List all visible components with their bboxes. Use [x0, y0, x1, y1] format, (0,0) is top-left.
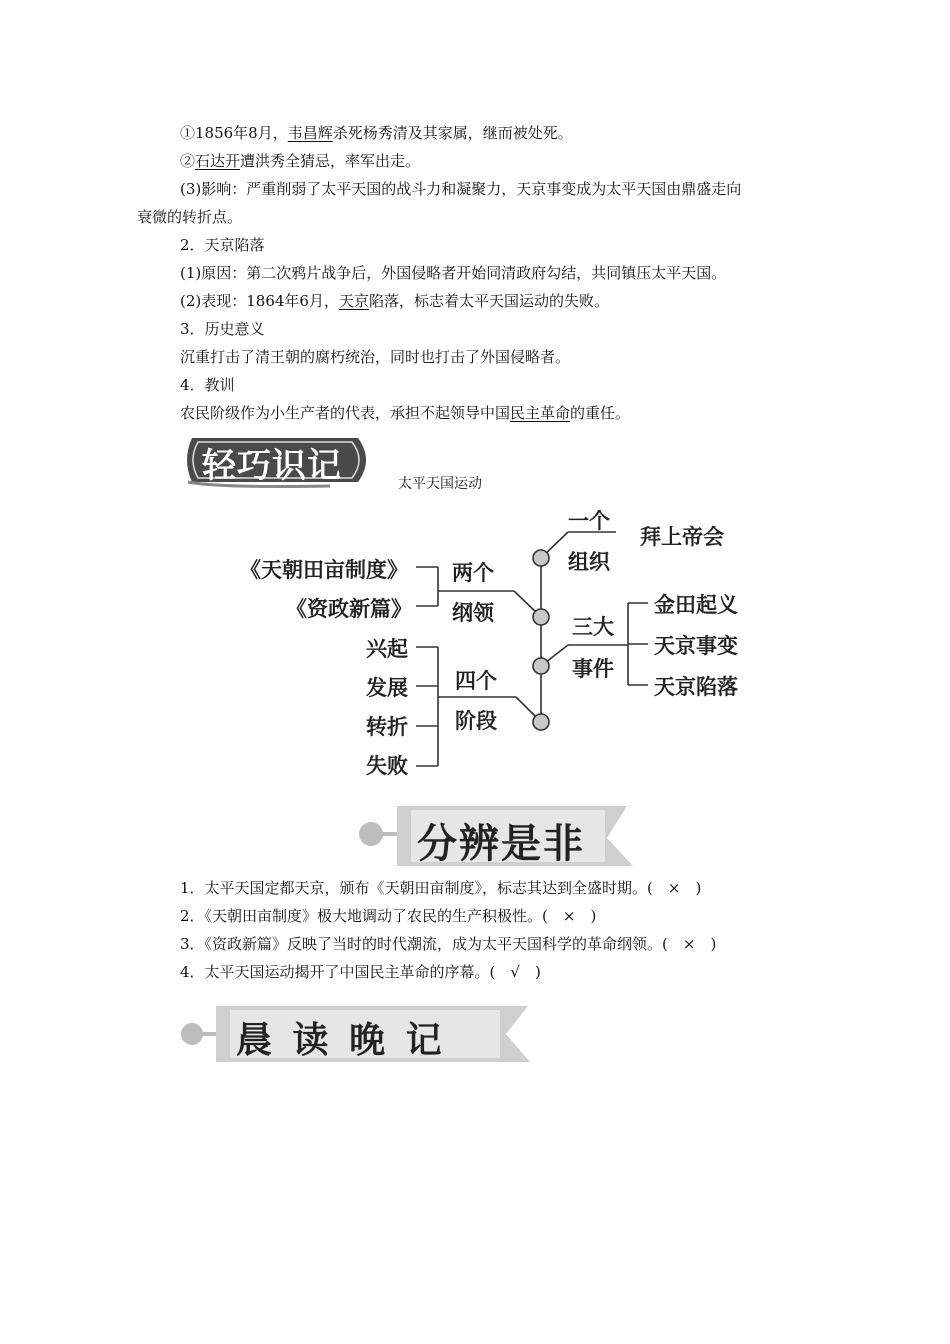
- text-line: 农民阶级作为小生产者的代表，承担不起领导中国民主革命的重任。: [180, 404, 631, 422]
- label-org: 组织: [568, 550, 610, 574]
- banner-judge-title: 分辨是非: [417, 821, 585, 867]
- program-1: 《天朝田亩制度》: [240, 558, 408, 582]
- underlined-term: 石达开: [195, 152, 241, 170]
- judgement-item: 2．《天朝田亩制度》极大地调动了农民的生产积极性。( × ): [180, 907, 597, 925]
- node-stages: [533, 714, 549, 730]
- banner-memorize-title: 轻巧识记: [202, 446, 342, 486]
- label-three: 三大: [572, 615, 614, 639]
- mindmap-caption: 太平天国运动: [398, 476, 482, 492]
- event-3: 天京陷落: [654, 675, 738, 699]
- label-stages: 阶段: [455, 709, 497, 733]
- judgement-item: 4．太平天国运动揭开了中国民主革命的序幕。( √ ): [180, 963, 541, 981]
- judgement-item: 3．《资政新篇》反映了当时的时代潮流，成为太平天国科学的革命纲领。( × ): [180, 935, 717, 953]
- banner-judge: [355, 802, 640, 870]
- label-one: 一个: [568, 509, 610, 533]
- stage-3: 转折: [366, 715, 408, 739]
- text-line: (3)影响：严重削弱了太平天国的战斗力和凝聚力，天京事变成为太平天国由鼎盛走向: [180, 180, 742, 198]
- text-line: ②石达开遭洪秀全猜忌，率军出走。: [180, 152, 421, 170]
- banner-morning-reading: [178, 1002, 533, 1066]
- section-heading: 2．天京陷落: [180, 236, 265, 254]
- label-events: 事件: [572, 657, 614, 681]
- text-line: 沉重打击了清王朝的腐朽统治，同时也打击了外国侵略者。: [180, 348, 571, 366]
- stage-1: 兴起: [366, 637, 408, 661]
- text-line: (1)原因：第二次鸦片战争后，外国侵略者开始同清政府勾结，共同镇压太平天国。: [180, 264, 727, 282]
- node-programs: [533, 609, 549, 625]
- text-line: ①1856年8月，韦昌辉杀死杨秀清及其家属，继而被处死。: [180, 124, 573, 142]
- label-two: 两个: [452, 561, 494, 585]
- event-2: 天京事变: [654, 634, 738, 658]
- underlined-term: 韦昌辉: [287, 124, 333, 142]
- stage-4: 失败: [366, 754, 408, 778]
- event-1: 金田起义: [654, 593, 738, 617]
- banner-memorize: [180, 430, 380, 490]
- node-events: [533, 658, 549, 674]
- underlined-term: 天京: [338, 292, 369, 310]
- label-four: 四个: [455, 669, 497, 693]
- banner-morning-reading-title: 晨 读 晚 记: [236, 1020, 446, 1061]
- society-name: 拜上帝会: [640, 525, 724, 549]
- section-heading: 3．历史意义: [180, 320, 265, 338]
- judgement-item: 1．太平天国定都天京，颁布《天朝田亩制度》，标志其达到全盛时期。( × ): [180, 879, 702, 897]
- underlined-term: 民主革命: [510, 404, 571, 422]
- section-heading: 4．教训: [180, 376, 235, 394]
- program-2: 《资政新篇》: [286, 597, 412, 621]
- text-line: 衰微的转折点。: [137, 208, 243, 226]
- node-organization: [533, 550, 549, 566]
- label-program: 纲领: [452, 601, 494, 625]
- text-line: (2)表现：1864年6月，天京陷落，标志着太平天国运动的失败。: [180, 292, 609, 310]
- stage-2: 发展: [366, 676, 408, 700]
